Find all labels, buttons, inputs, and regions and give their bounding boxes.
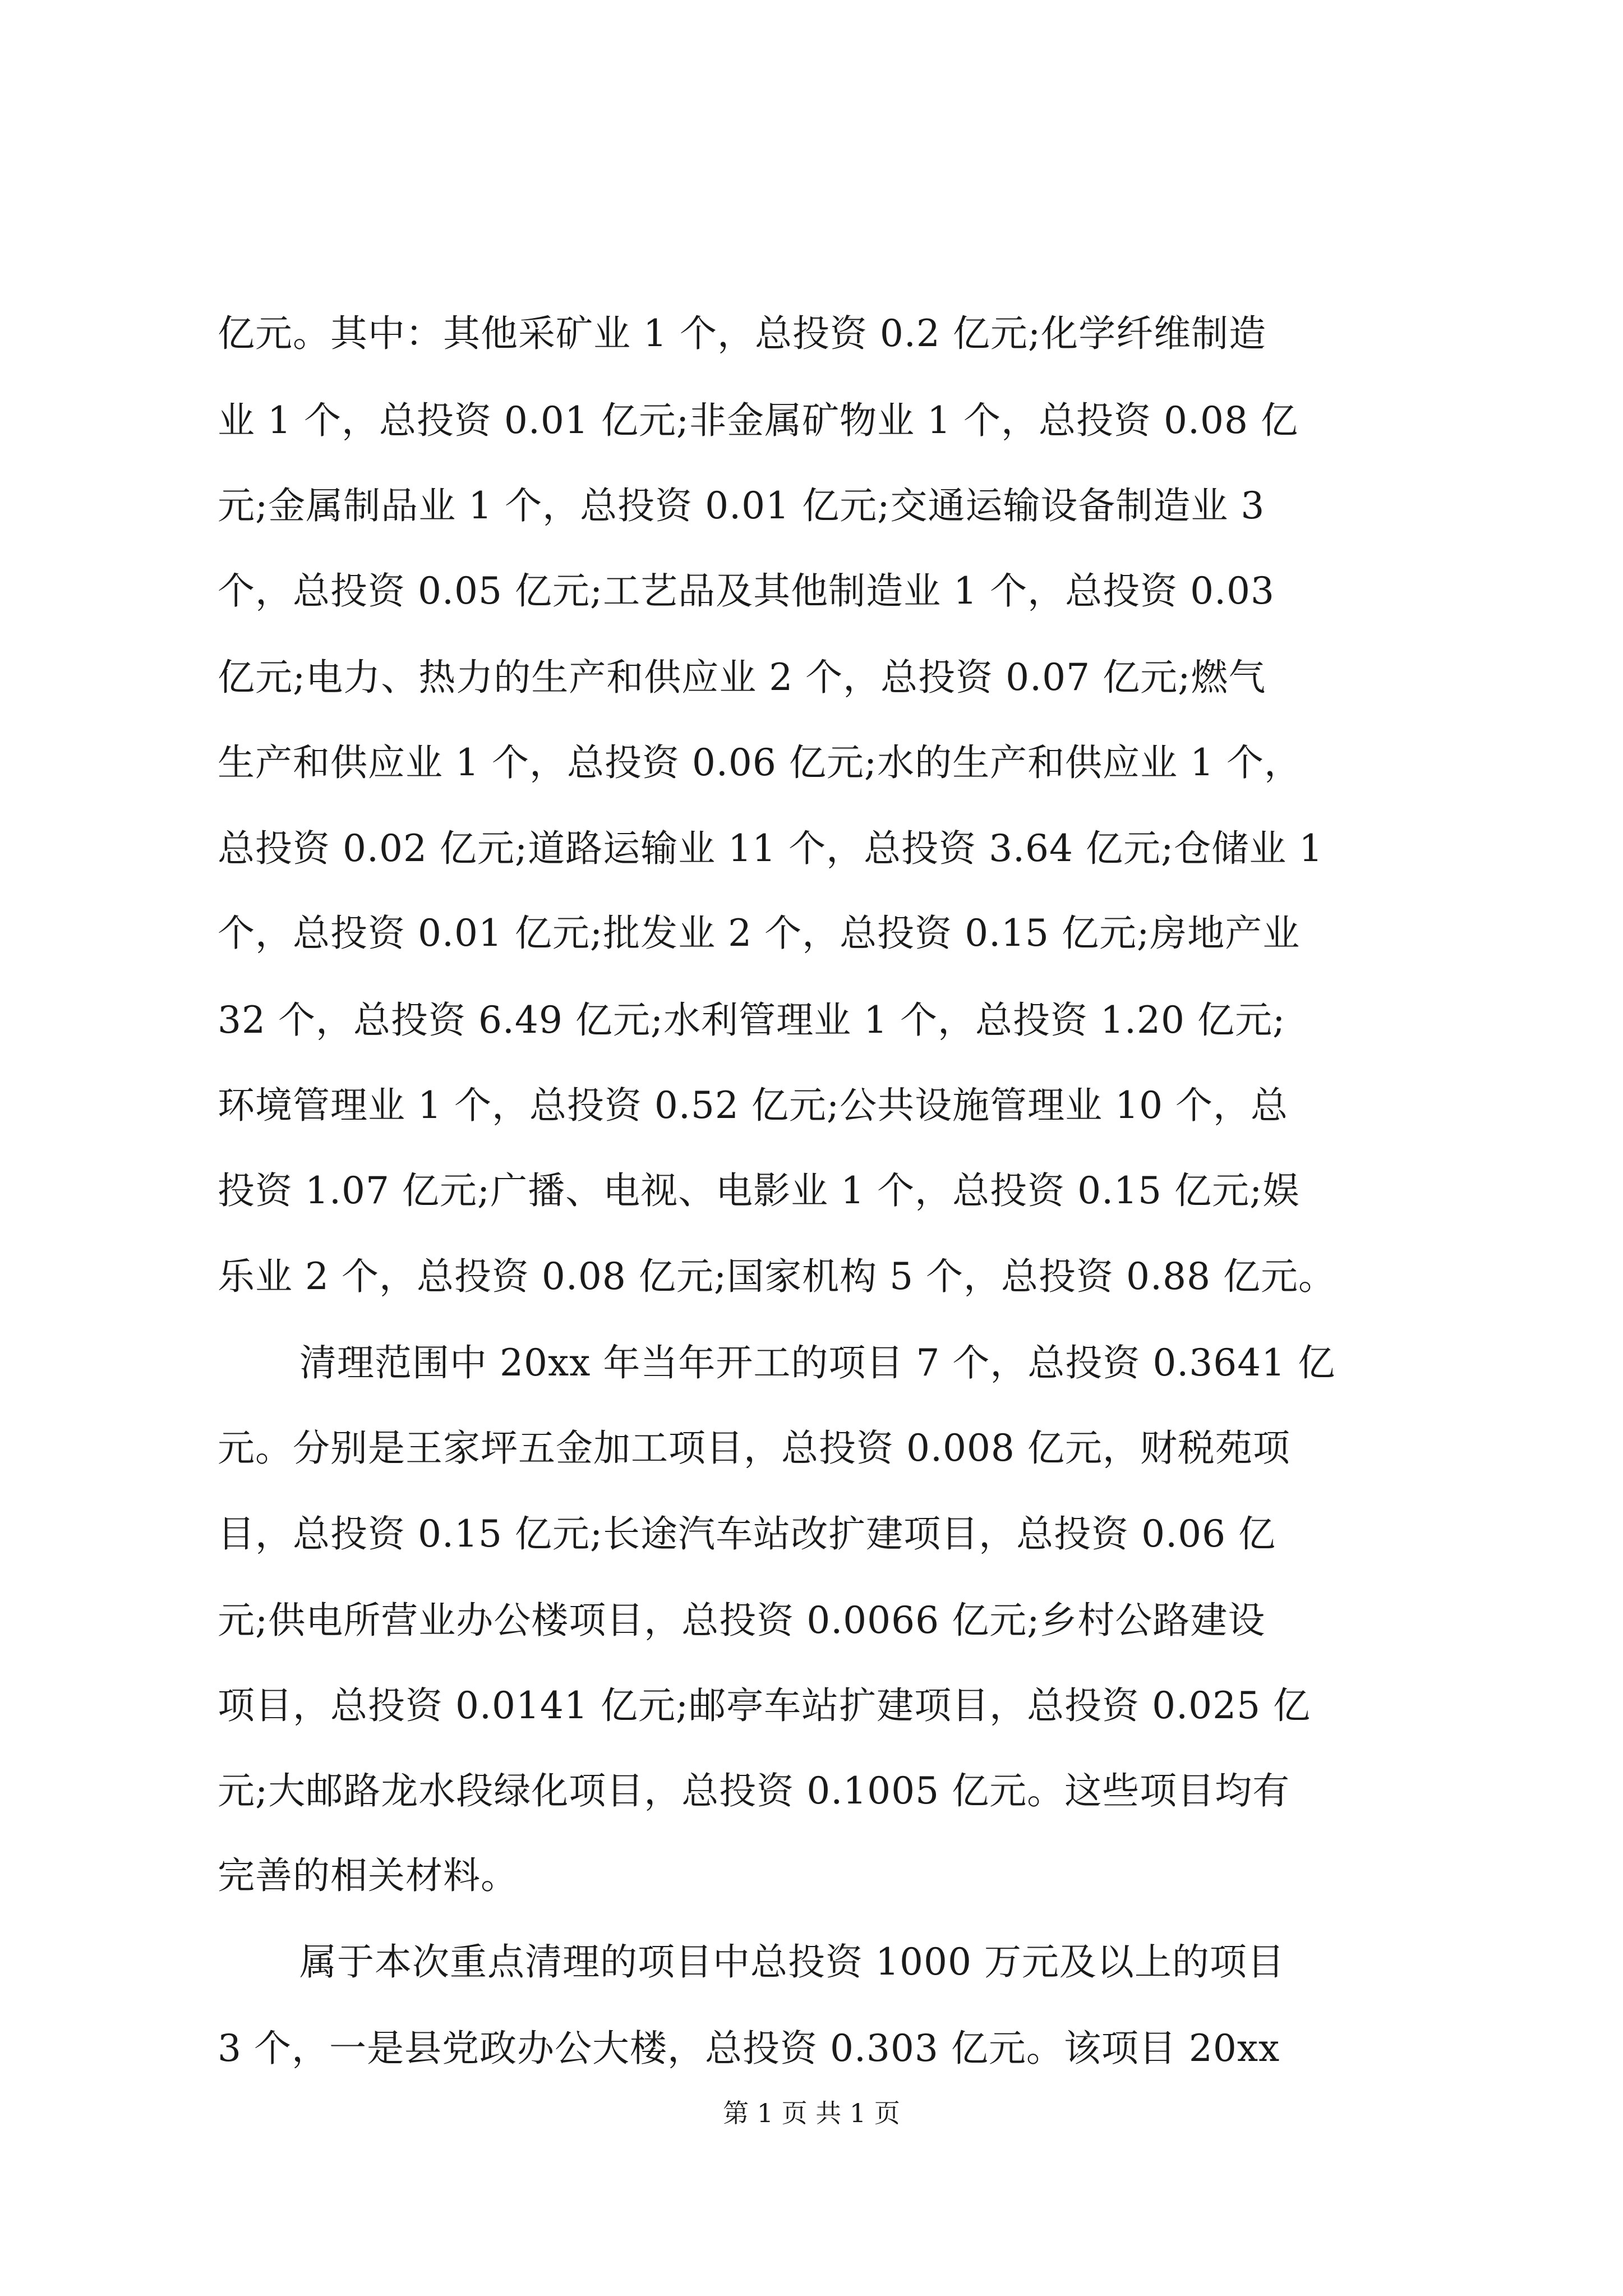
paragraph-first-line: 属于本次重点清理的项目中总投资 1000 万元及以上的项目: [299, 1940, 1285, 1984]
text-line: 元;金属制品业 1 个，总投资 0.01 亿元;交通运输设备制造业 3: [218, 484, 1265, 527]
text-line: 业 1 个，总投资 0.01 亿元;非金属矿物业 1 个，总投资 0.08 亿: [218, 399, 1298, 442]
text-line: 个，总投资 0.01 亿元;批发业 2 个，总投资 0.15 亿元;房地产业: [218, 912, 1301, 955]
text-line: 元;供电所营业办公楼项目，总投资 0.0066 亿元;乡村公路建设: [218, 1599, 1266, 1642]
text-line: 元;大邮路龙水段绿化项目，总投资 0.1005 亿元。这些项目均有: [218, 1769, 1290, 1812]
text-line: 完善的相关材料。: [218, 1854, 518, 1897]
text-line: 环境管理业 1 个，总投资 0.52 亿元;公共设施管理业 10 个，总: [218, 1084, 1289, 1127]
text-line: 亿元。其中：其他采矿业 1 个，总投资 0.2 亿元;化学纤维制造: [218, 312, 1267, 355]
text-line: 总投资 0.02 亿元;道路运输业 11 个，总投资 3.64 亿元;仓储业 1: [218, 827, 1324, 870]
text-line: 目，总投资 0.15 亿元;长途汽车站改扩建项目，总投资 0.06 亿: [218, 1512, 1276, 1556]
page-number-footer: 第 1 页 共 1 页: [723, 2098, 900, 2128]
text-line: 生产和供应业 1 个，总投资 0.06 亿元;水的生产和供应业 1 个，: [218, 741, 1302, 784]
text-line: 3 个，一是县党政办公大楼，总投资 0.303 亿元。该项目 20xx: [218, 2027, 1280, 2070]
text-line: 32 个，总投资 6.49 亿元;水利管理业 1 个，总投资 1.20 亿元;: [218, 999, 1286, 1042]
text-line: 元。分别是王家坪五金加工项目，总投资 0.008 亿元，财税苑项: [218, 1427, 1290, 1470]
paragraph-first-line: 清理范围中 20xx 年当年开工的项目 7 个，总投资 0.3641 亿: [299, 1341, 1336, 1384]
text-line: 个，总投资 0.05 亿元;工艺品及其他制造业 1 个，总投资 0.03: [218, 569, 1275, 613]
text-line: 乐业 2 个，总投资 0.08 亿元;国家机构 5 个，总投资 0.88 亿元。: [218, 1255, 1336, 1298]
text-line: 项目，总投资 0.0141 亿元;邮亭车站扩建项目，总投资 0.025 亿: [218, 1684, 1311, 1727]
text-line: 亿元;电力、热力的生产和供应业 2 个，总投资 0.07 亿元;燃气: [218, 656, 1266, 699]
text-line: 投资 1.07 亿元;广播、电视、电影业 1 个，总投资 0.15 亿元;娱: [218, 1169, 1301, 1212]
